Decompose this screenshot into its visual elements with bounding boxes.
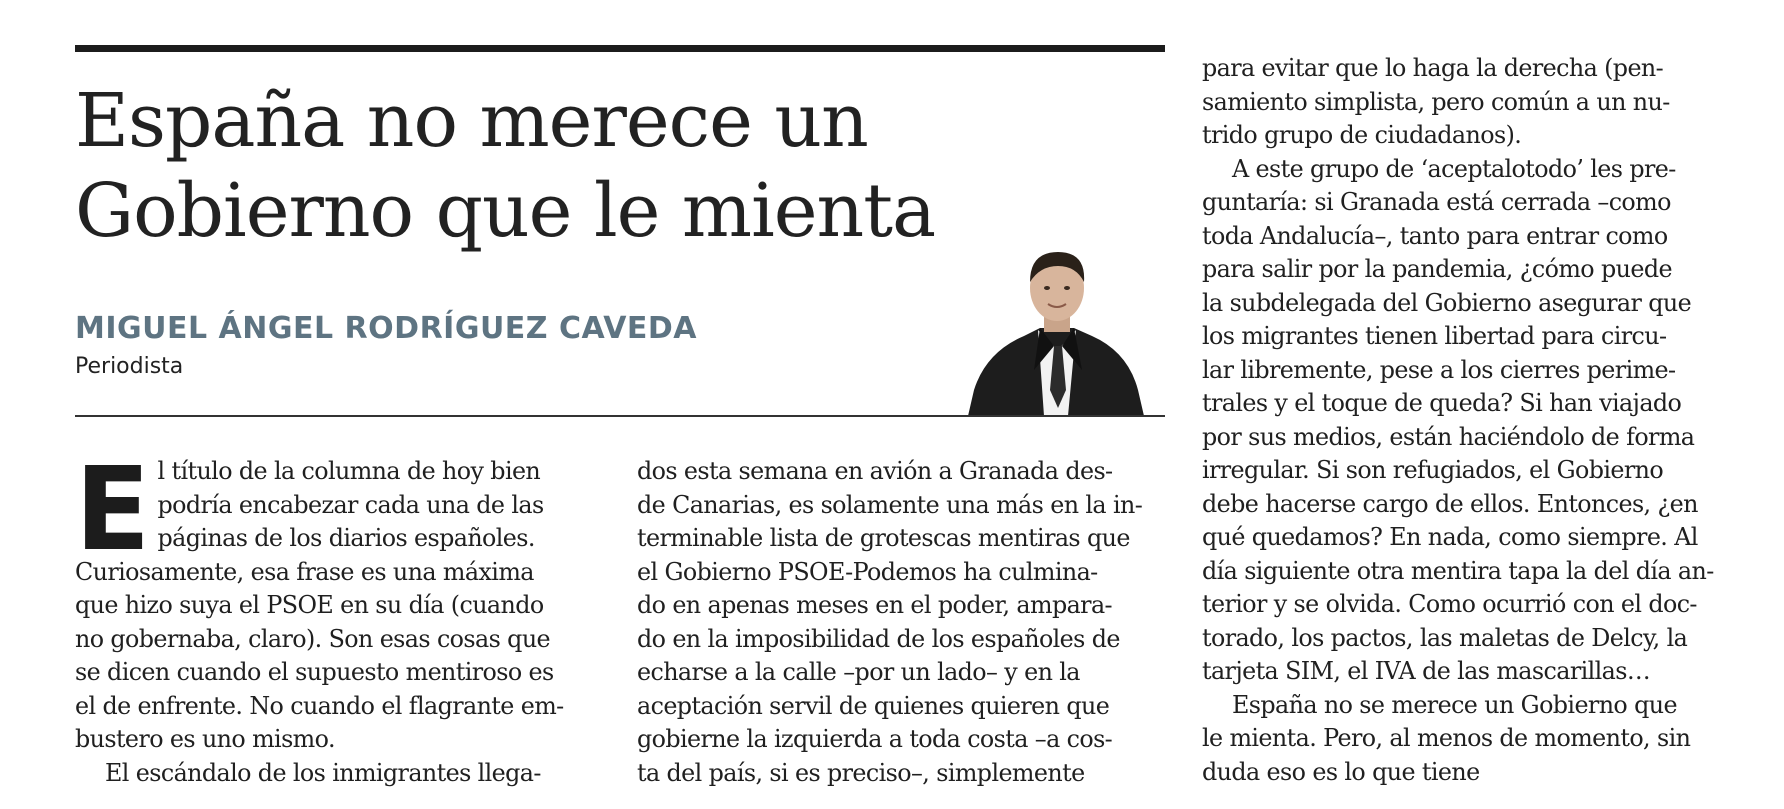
text-line: los migrantes tienen libertad para circu- (1202, 322, 1667, 350)
text-line: debe hacerse cargo de ellos. Entonces, ¿en (1202, 489, 1698, 518)
text-line: no gobernaba, claro). Son esas cosas que (75, 624, 551, 653)
article-column-3 (1202, 52, 1730, 789)
text-line: le mienta. Pero, al menos de momento, sin (1202, 724, 1691, 752)
text-line: por sus medios, están haciéndolo de forma (1202, 422, 1695, 451)
paragraph (1202, 689, 1730, 790)
drop-cap: E (75, 442, 150, 577)
text-line: para salir por la pandemia, ¿cómo puede (1202, 255, 1672, 283)
paragraph (75, 757, 603, 791)
text-line: se dicen cuando el supuesto mentiroso es (75, 658, 554, 686)
text-line: do en apenas meses en el poder, ampara- (637, 591, 1112, 619)
text-line: gobierne la izquierda a toda costa –a cos- (637, 725, 1113, 753)
text-line: qué quedamos? En nada, como siempre. Al (1202, 523, 1698, 551)
paragraph (1202, 153, 1730, 689)
text-line: el de enfrente. No cuando el flagrante em- (75, 691, 564, 720)
text-line: para evitar que lo haga la derecha (pen- (1202, 54, 1664, 82)
text-line: España no se merece un Gobierno que (1232, 690, 1677, 719)
article-column-1 (75, 442, 603, 790)
text-line: guntaría: si Granada está cerrada –como (1202, 188, 1671, 216)
text-line: bustero es uno mismo. (75, 725, 335, 753)
text-line: ta del país, si es preciso–, simplemente (637, 758, 1085, 787)
text-line: lar libremente, pese a los cierres perime- (1202, 355, 1676, 384)
text-line: samiento simplista, pero común a un nu- (1202, 87, 1670, 116)
text-line: páginas de los diarios españoles. (157, 524, 535, 552)
text-line: que hizo suya el PSOE en su día (cuando (75, 591, 544, 619)
headline-line-2: Gobierno que le mienta (75, 168, 936, 254)
article-column-2 (637, 455, 1165, 790)
text-line: tarjeta SIM, el IVA de las mascarillas… (1202, 657, 1651, 685)
text-line: El escándalo de los inmigrantes llega- (105, 758, 541, 787)
text-line: trales y el toque de queda? Si han viajado (1202, 389, 1682, 417)
text-line: irregular. Si son refugiados, el Gobierno (1202, 456, 1664, 484)
text-line: aceptación servil de quienes quieren que (637, 691, 1110, 720)
text-line: día siguiente otra mentira tapa la del día an- (1202, 556, 1714, 585)
headline-line-1: España no merece un (75, 78, 868, 164)
text-line: podría encabezar cada una de las (157, 490, 544, 519)
text-line: toda Andalucía–, tanto para entrar como (1202, 221, 1668, 250)
text-line: dos esta semana en avión a Granada des- (637, 457, 1113, 485)
text-line: duda eso es lo que tiene (1202, 757, 1480, 786)
author-role: Periodista (75, 354, 184, 379)
paragraph (1202, 52, 1730, 153)
top-rule (75, 45, 1165, 52)
author-name: MIGUEL ÁNGEL RODRÍGUEZ CAVEDA (75, 311, 698, 346)
text-line: torado, los pactos, las maletas de Delcy, la (1202, 623, 1688, 652)
text-line: Curiosamente, esa frase es una máxima (75, 557, 534, 586)
text-line: la subdelegada del Gobierno asegurar que (1202, 288, 1692, 317)
author-portrait (968, 240, 1148, 416)
text-line: trido grupo de ciudadanos). (1202, 121, 1522, 149)
text-line: l título de la columna de hoy bien (157, 457, 541, 485)
section-rule (75, 415, 1165, 417)
text-line: de Canarias, es solamente una más en la in- (637, 490, 1143, 519)
text-line: terminable lista de grotescas mentiras que (637, 524, 1130, 552)
paragraph (637, 455, 1165, 790)
text-line: echarse a la calle –por un lado– y en la (637, 658, 1080, 686)
headline (75, 76, 975, 256)
text-line: A este grupo de ‘aceptalotodo’ les pre- (1232, 154, 1676, 183)
text-line: el Gobierno PSOE-Podemos ha culmina- (637, 557, 1098, 586)
text-line: terior y se olvida. Como ocurrió con el doc- (1202, 590, 1697, 618)
paragraph (75, 442, 603, 757)
text-line: do en la imposibilidad de los españoles de (637, 624, 1120, 653)
